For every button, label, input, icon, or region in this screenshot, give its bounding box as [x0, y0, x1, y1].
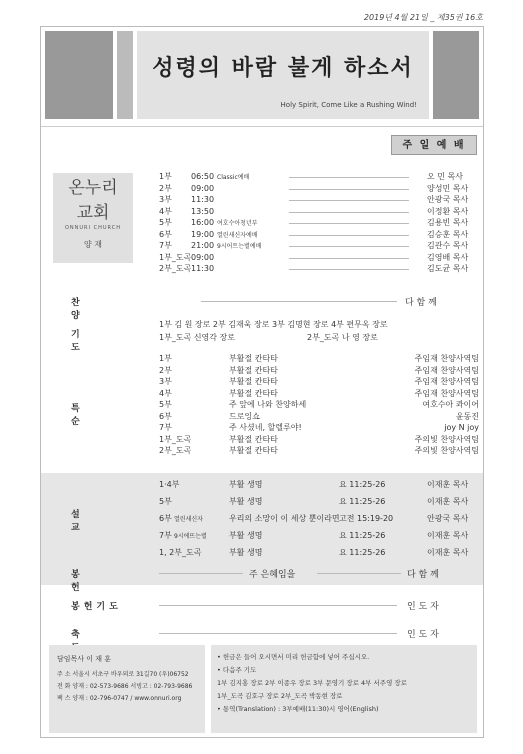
special-part: 1부_도곡 [159, 434, 192, 444]
sermon-scripture: 요 11:25-26 [339, 497, 386, 506]
service-leader-line [289, 177, 409, 178]
service-leader: 김영배 목사 [427, 252, 469, 262]
special-performer: joy N joy [444, 423, 479, 432]
special-performer: 여호수아 콰이어 [422, 400, 479, 409]
blessing-right: 인 도 자 [407, 630, 439, 640]
bulletin-frame [40, 26, 484, 738]
sermon-part: 1, 2부_도곡 [159, 548, 202, 557]
footer-notes [211, 645, 477, 733]
special-part: 6부 [159, 411, 172, 421]
banner-decor-left-thin [117, 31, 133, 119]
service-time: 09:00 [191, 183, 215, 193]
service-note: 9시어트는별예배 [217, 243, 262, 250]
blessing-line [159, 633, 397, 634]
service-leader-line [289, 235, 409, 236]
special-part: 2부_도곡 [159, 446, 192, 455]
special-row [159, 388, 479, 400]
service-part: 2부 [159, 183, 172, 193]
service-leader: 김도균 목사 [427, 264, 469, 273]
campus-label: 양 재 [84, 240, 102, 249]
service-leader-line [289, 246, 409, 247]
offering-prayer-label: 봉헌기도 [71, 602, 122, 612]
service-part: 4부 [159, 206, 172, 216]
special-label: 특 순 [71, 404, 94, 427]
sermon-part: 5부 [159, 497, 172, 506]
note-line: • 다음주 기도 [217, 666, 257, 674]
praise-value: 다 함 께 [405, 298, 437, 308]
service-time: 21:00 [191, 241, 215, 250]
sermon-part: 1·4부 [159, 480, 180, 489]
service-part: 1부_도곡 [159, 252, 192, 262]
sermon-part-note: 열린새신자 [174, 516, 203, 523]
special-performer: 윤동진 [455, 411, 479, 421]
service-time: 09:00 [191, 252, 215, 262]
service-part: 6부 [159, 229, 172, 239]
service-leader: 김승훈 목사 [427, 229, 469, 239]
service-part: 1부 [159, 172, 172, 181]
sermon-preacher: 이재훈 목사 [427, 480, 469, 489]
sermon-row [159, 530, 481, 542]
special-title: 부활절 칸타타 [229, 446, 278, 455]
special-performer: 주임재 찬양사역팀 [414, 377, 479, 386]
logo-text-line2: 교회 [76, 203, 110, 223]
service-leader: 양성민 목사 [427, 183, 469, 193]
praise-label: 찬 양 [71, 298, 94, 321]
special-title: 주 앞에 나와 찬양하세 [229, 400, 307, 409]
sermon-preacher: 이재훈 목사 [427, 531, 469, 540]
service-part: 5부 [159, 218, 172, 227]
logo-text-line1: 온누리 [68, 178, 118, 198]
service-row [159, 194, 481, 206]
special-title: 부활절 칸타타 [229, 354, 278, 363]
service-note: Classic예배 [217, 174, 250, 181]
offering-prayer-line [159, 605, 397, 606]
sermon-part-note: 9시에뜨는별 [174, 533, 207, 540]
title-banner [41, 27, 483, 127]
service-row [159, 263, 481, 275]
service-leader-line [289, 189, 409, 190]
special-part: 4부 [159, 388, 172, 398]
service-note: 열린새신자예배 [217, 231, 258, 239]
service-leader: 김용빈 목사 [427, 218, 469, 227]
sermon-scripture: 요 11:25-26 [339, 531, 386, 540]
phone: 전 화 양재 : 02-573-9686 서빙고 : 02-793-9686 [57, 683, 193, 690]
special-row [159, 411, 479, 423]
note-line: • 헌금은 들어 오시면서 미리 헌금함에 넣어 주십시오. [217, 653, 370, 661]
service-note: 여호수아청년부 [217, 220, 258, 227]
logo-english: ONNURI CHURCH [64, 225, 121, 231]
service-part: 7부 [159, 241, 172, 250]
note-line: 1부_도곡 김호구 장로 2부_도곡 박동현 장로 [217, 692, 343, 700]
service-part: 3부 [159, 195, 172, 204]
service-leader-line [289, 269, 409, 270]
service-time: 16:00 [191, 218, 215, 227]
prayer-line2a: 1부_도곡 신영각 장로 [159, 333, 235, 342]
service-time: 06:50 [191, 172, 215, 181]
sermon-title: 부활 생명 [229, 480, 263, 489]
issue-date: 2019년 4월 21일 _ 제35권 16호 [363, 13, 483, 22]
service-row [159, 171, 481, 183]
prayer-line1: 1부 김 원 장로 2부 김재욱 장로 3부 김명현 장로 4부 편무옥 장로 [159, 320, 388, 329]
sermon-label: 설 교 [71, 510, 94, 533]
special-performer: 주의빛 찬양사역팀 [414, 446, 479, 455]
fax: 팩 스 양재 : 02-796-0747 / www.onnuri.org [57, 695, 182, 702]
banner-center [137, 31, 429, 119]
senior-pastor: 담임목사 이 재 훈 [57, 655, 112, 663]
special-title: 부활절 칸타타 [229, 365, 278, 375]
offering-line-right [317, 573, 401, 574]
address: 주 소 서울시 서초구 바우뫼로 31길70 (우)06752 [57, 671, 189, 678]
special-part: 5부 [159, 400, 172, 409]
special-title: 드로잉쇼 [229, 411, 260, 421]
note-line: • 통역(Translation) : 3부예배(11:30)시 영어(English) [217, 705, 379, 713]
prayer-line2b: 2부_도곡 나 영 장로 [307, 333, 378, 342]
service-row [159, 183, 481, 195]
offering-prayer-right: 인 도 자 [407, 602, 439, 612]
service-time: 19:00 [191, 229, 215, 239]
special-title: 주 사셨네, 할렐루야! [229, 423, 302, 432]
sermon-scripture: 요 11:25-26 [339, 548, 386, 557]
blessing-label: 축 [71, 630, 94, 640]
special-performer: 주임재 찬양사역팀 [414, 354, 479, 363]
service-leader: 오 민 목사 [427, 172, 463, 181]
sermon-part: 6부 [159, 514, 172, 523]
sermon-row [159, 513, 481, 525]
sermon-title: 부활 생명 [229, 531, 263, 540]
special-row [159, 422, 479, 434]
special-part: 2부 [159, 365, 172, 375]
service-row [159, 217, 481, 229]
sermon-row [159, 479, 481, 491]
sermon-title: 우리의 소망이 이 세상 뿐이라면 [229, 514, 340, 523]
footer-contact [49, 645, 205, 733]
offering-value: 주 은혜임을 [249, 570, 296, 580]
special-part: 7부 [159, 423, 172, 432]
special-performer: 주의빛 찬양사역팀 [414, 434, 479, 444]
sermon-scripture: 요 11:25-26 [339, 480, 386, 489]
offering-label: 봉 헌 [71, 570, 94, 593]
special-title: 부활절 칸타타 [229, 434, 278, 444]
service-row [159, 252, 481, 264]
sermon-row [159, 547, 481, 559]
service-part: 2부_도곡 [159, 264, 192, 273]
sermon-title: 부활 생명 [229, 548, 263, 557]
service-leader: 안광국 목사 [427, 195, 469, 204]
special-performer: 주임재 찬양사역팀 [414, 388, 479, 398]
sermon-title: 부활 생명 [229, 497, 263, 506]
service-time: 11:30 [191, 195, 215, 204]
special-row [159, 376, 479, 388]
special-row [159, 434, 479, 446]
banner-subtitle: Holy Spirit, Come Like a Rushing Wind! [280, 101, 417, 109]
service-leader-line [289, 200, 409, 201]
special-row [159, 365, 479, 377]
special-performer: 주임재 찬양사역팀 [414, 365, 479, 375]
service-leader-line [289, 258, 409, 259]
service-leader-line [289, 223, 409, 224]
service-leader: 이정환 목사 [427, 206, 469, 216]
sermon-preacher: 안광국 목사 [427, 514, 469, 523]
service-row [159, 240, 481, 252]
banner-decor-left [45, 31, 113, 119]
sermon-row [159, 496, 481, 508]
special-part: 1부 [159, 354, 172, 363]
service-time: 11:30 [191, 264, 215, 273]
praise-leader-line [201, 301, 397, 302]
service-leader: 김관수 목사 [427, 241, 469, 250]
special-row [159, 353, 479, 365]
service-row [159, 229, 481, 241]
special-title: 부활절 칸타타 [229, 377, 278, 386]
special-row [159, 445, 479, 457]
sermon-scripture: 고전 15:19-20 [339, 514, 394, 523]
note-line: 1부 김지홍 장로 2부 이종우 장로 3부 문영기 장로 4부 서주영 장로 [217, 679, 407, 687]
service-badge: 주 일 예 배 [391, 135, 477, 155]
banner-decor-right [433, 31, 479, 119]
service-leader-line [289, 212, 409, 213]
offering-line-left [159, 573, 243, 574]
church-logo [53, 173, 133, 263]
service-time: 13:50 [191, 206, 215, 216]
offering-right: 다 함 께 [407, 570, 439, 580]
service-row [159, 206, 481, 218]
banner-title: 성령의 바람 불게 하소서 [152, 55, 414, 81]
prayer-label: 기 도 [71, 330, 94, 353]
sermon-part: 7부 [159, 531, 172, 540]
special-row [159, 399, 479, 411]
sermon-preacher: 이재훈 목사 [427, 548, 469, 557]
sermon-preacher: 이재훈 목사 [427, 497, 469, 506]
special-part: 3부 [159, 377, 172, 386]
special-title: 부활절 칸타타 [229, 388, 278, 398]
